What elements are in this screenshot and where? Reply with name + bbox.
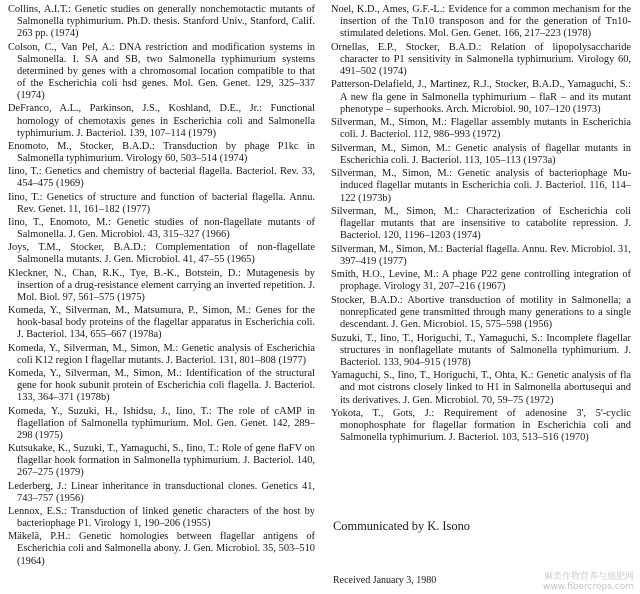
reference-entry: Kutsukake, K., Suzuki, T., Yamaguchi, S., Iino, T.: Role of gene flaFV on flagellar hook formation in Salmonella typhimurium. J. Bacteriol. 140, 267–275 (1979) — [8, 443, 315, 479]
reference-entry: Patterson-Delafield, J., Martinez, R.J., Stocker, B.A.D., Yamaguchi, S.: A new fla gene in Salmonella typhimurium – flaR – and its mutant phenotype – superhooks. Arch. Microbiol. 90, 107–120 (1973) — [331, 79, 631, 115]
reference-entry: Silverman, M., Simon, M.: Characterization of Escherichia coli flagellar mutants that are insensitive to catabolite repression. J. Bacteriol. 120, 1196–1203 (1974) — [331, 206, 631, 242]
reference-entry: Yokota, T., Gots, J.: Requirement of adenosine 3', 5'-cyclic monophosphate for flagellar formation in Escherichia coli and Salmonella typhimurium. J. Bacteriol. 103, 513–516 (1970) — [331, 408, 631, 444]
reference-entry: Iino, T.: Genetics of structure and function of bacterial flagella. Annu. Rev. Genet. 11, 161–182 (1977) — [8, 191, 315, 215]
reference-entry: Smith, H.O., Levine, M.: A phage P22 gene controlling integration of prophage. Virology 31, 207–216 (1967) — [331, 269, 631, 293]
reference-entry: Stocker, B.A.D.: Abortive transduction of motility in Salmonella; a nonreplicated gene transmitted through many generations to a single descendant. J. Gen. Microbiol. 15, 575–598 (1956) — [331, 294, 631, 331]
reference-entry: Komeda, Y., Silverman, M., Simon, M.: Genetic analysis of Escherichia coli K12 region I flagellar mutants. J. Bacteriol. 131, 801–808 (1977) — [8, 342, 315, 366]
received-date: Received January 3, 1980 — [333, 575, 437, 586]
reference-entry: DeFranco, A.L., Parkinson, J.S., Koshland, D.E., Jr.: Functional homology of chemotaxis genes in Escherichia coli and Salmonella typhimurium. J. Bacteriol. 139, 107–114 (1979) — [8, 103, 315, 139]
reference-entry: Iino, T.: Genetics and chemistry of bacterial flagella. Bacteriol. Rev. 33, 454–475 (1969) — [8, 166, 315, 190]
watermark-chinese: 麻类作物营养与施肥网 — [543, 572, 634, 582]
reference-entry: Silverman, M., Simon, M.: Genetic analysis of flagellar mutants in Escherichia coli. J. Bacteriol. 113, 105–113 (1973a) — [331, 142, 631, 166]
reference-entry: Lederberg, J.: Linear inheritance in transductional clones. Genetics 41, 743–757 (1956) — [8, 480, 315, 504]
reference-entry: Ornellas, E.P., Stocker, B.A.D.: Relation of lipopolysaccharide character to P1 sensitivity in Salmonella typhimurium. Virology 60, 491–502 (1974) — [331, 41, 631, 78]
references-right-column — [331, 4, 631, 446]
watermark — [543, 572, 634, 592]
reference-entry: Komeda, Y., Silverman, M., Simon, M.: Identification of the structural gene for hook subunit protein of Escherichia coli flagella. J. Bacteriol. 133, 364–371 (1978b) — [8, 368, 315, 404]
reference-entry: Silverman, M., Simon, M.: Bacterial flagella. Annu. Rev. Microbiol. 31, 397–419 (1977) — [331, 243, 631, 267]
reference-entry: Komeda, Y., Suzuki, H., Ishidsu, J., Iino, T.: The role of cAMP in flagellation of Salmonella typhimurium. Mol. Gen. Genet. 142, 289–298 (1975) — [8, 405, 315, 441]
reference-entry: Colson, C., Van Pel, A.: DNA restriction and modification systems in Salmonella. I. SA and SB, two Salmonella typhimurium systems determined by genes with a chromosomal location compatible to that of the Escherichia coli hsd genes. Mol. Gen. Genet. 129, 325–337 (1974) — [8, 41, 315, 102]
reference-entry: Noel, K.D., Ames, G.F.-L.: Evidence for a common mechanism for the insertion of the Tn10 transposon and for the generation of Tn10-stimulated deletions. Mol. Gen. Genet. 166, 217–223 (1978) — [331, 4, 631, 40]
reference-entry: Iino, T., Enomoto, M.: Genetic studies of non-flagellate mutants of Salmonella. J. Gen. Microbiol. 43, 315–327 (1966) — [8, 216, 315, 241]
reference-entry: Collins, A.I.T.: Genetic studies on generally nonchemotactic mutants of Salmonella typhimurium. Ph.D. thesis. Stanford Univ., Stanford, Calif. 263 pp. (1974) — [8, 4, 315, 40]
reference-entry: Yamaguchi, S., Iino, T., Horiguchi, T., Ohta, K.: Genetic analysis of fla and mot cistrons closely linked to H1 in Salmonella abortusequi and its derivatives. J. Gen. Microbiol. 70, 59–75 (1972) — [331, 370, 631, 406]
reference-entry: Lennox, E.S.: Transduction of linked genetic characters of the host by bacteriophage P1. Virology 1, 190–206 (1955) — [8, 505, 315, 530]
watermark-url: www.fibercrops.com — [543, 582, 634, 592]
communicated-by: Communicated by K. Isono — [333, 519, 470, 533]
reference-entry: Mäkelä, P.H.: Genetic homologies between flagellar antigens of Escherichia coli and Salmonella abony. J. Gen. Microbiol. 35, 503–510 (1964) — [8, 531, 315, 567]
reference-entry: Komeda, Y., Silverman, M., Matsumura, P., Simon, M.: Genes for the hook-basal body proteins of the flagellar apparatus in Escherichia coli. J. Bacteriol. 134, 655–667 (1978a) — [8, 305, 315, 341]
reference-entry: Joys, T.M., Stocker, B.A.D.: Complementation of non-flagellate Salmonella mutants. J. Gen. Microbiol. 41, 47–55 (1965) — [8, 242, 315, 266]
reference-entry: Kleckner, N., Chan, R.K., Tye, B.-K., Botstein, D.: Mutagenesis by insertion of a drug-resistance element carrying an inverted repetition. J. Mol. Biol. 97, 561–575 (1975) — [8, 267, 315, 303]
reference-entry: Silverman, M., Simon, M.: Genetic analysis of bacteriophage Mu-induced flagellar mutants in Escherichia coli. J. Bacteriol. 116, 114–122 (1973b) — [331, 168, 631, 204]
reference-entry: Enomoto, M., Stocker, B.A.D.: Transduction by phage P1kc in Salmonella typhimurium. Virology 60, 503–514 (1974) — [8, 140, 315, 165]
reference-entry: Suzuki, T., Iino, T., Horiguchi, T., Yamaguchi, S.: Incomplete flagellar structures in nonflagellate mutants of Salmonella typhimurium. J. Bacteriol. 133, 904–915 (1978) — [331, 332, 631, 368]
references-left-column — [8, 4, 315, 569]
reference-entry: Silverman, M., Simon, M.: Flagellar assembly mutants in Escherichia coli. J. Bacteriol. 112, 986–993 (1972) — [331, 117, 631, 141]
